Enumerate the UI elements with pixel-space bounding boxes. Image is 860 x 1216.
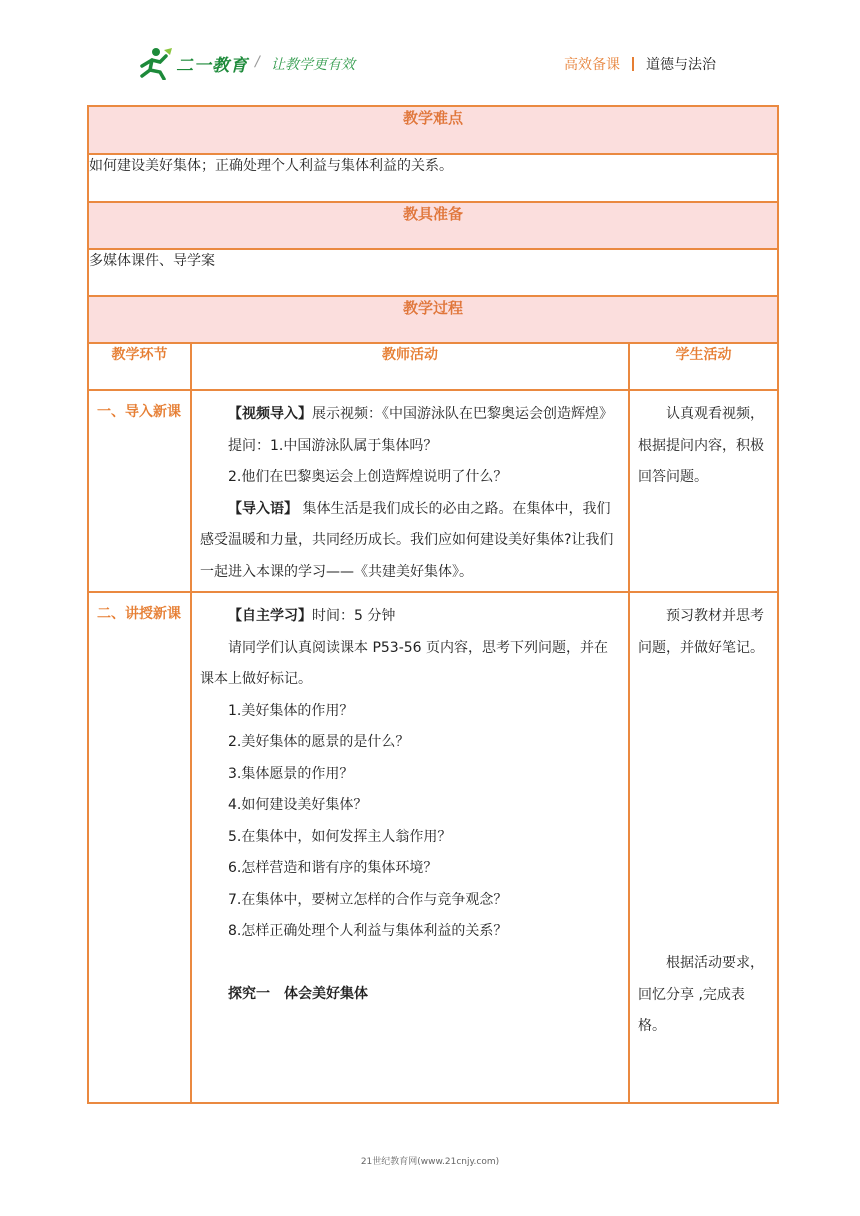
tools-title: 教具准备 <box>88 202 778 249</box>
lesson-plan-table <box>87 105 779 1104</box>
column-teacher: 教师活动 <box>191 343 629 390</box>
student-activity-text: 根据活动要求，回忆分享 ,完成表格。 <box>638 955 764 1034</box>
column-student: 学生活动 <box>629 343 778 390</box>
difficulty-header-row <box>88 106 778 154</box>
stage-intro: 一、导入新课 <box>88 390 191 592</box>
list-item: 3.集体愿景的作用？ <box>228 765 354 782</box>
student-intro-text: 认真观看视频，根据提问内容，积极回答问题。 <box>638 406 764 485</box>
self-study-line <box>200 601 622 633</box>
list-item: 5.在集体中，如何发挥主人翁作用？ <box>228 828 452 845</box>
column-header-row <box>88 343 778 390</box>
spacer <box>638 664 771 948</box>
process-title: 教学过程 <box>88 296 778 343</box>
stage-new-lesson: 二、讲授新课 <box>88 592 191 1103</box>
header-right <box>564 54 716 74</box>
student-activity-intro <box>629 390 778 592</box>
tools-content-row <box>88 249 778 296</box>
video-intro-label: 【视频导入】 <box>228 406 312 422</box>
list-item: 4.如何建设美好集体？ <box>228 797 368 813</box>
list-item: 8.怎样正确处理个人利益与集体利益的关系？ <box>228 923 508 939</box>
difficulty-content-row <box>88 154 778 202</box>
page-footer: 21世纪教育网(www.21cnjy.com) <box>360 1157 500 1167</box>
reading-instruction: 请同学们认真阅读课本 P53-56 页内容，思考下列问题，并在课本上做好标记。 <box>200 639 609 687</box>
intro-speech-label: 【导入语】 <box>228 500 298 517</box>
tools-header-row <box>88 202 778 249</box>
question-1: 提问：1.中国游泳队属于集体吗？ <box>228 437 438 454</box>
tools-text: 多媒体课件、导学案 <box>88 249 778 296</box>
header-slogan: 让教学更有效 <box>271 57 355 73</box>
header-tag: 高效备课 <box>564 57 620 73</box>
header-divider: / <box>255 54 260 70</box>
page-header <box>0 0 860 100</box>
teacher-activity-intro <box>191 390 629 592</box>
student-activity-new <box>629 592 778 1103</box>
list-item: 7.在集体中，要树立怎样的合作与竞争观念？ <box>228 891 508 908</box>
teacher-activity-new <box>191 592 629 1103</box>
self-study-time: 时间：5 分钟 <box>312 608 396 624</box>
spacer <box>200 948 622 979</box>
column-stage: 教学环节 <box>88 343 191 390</box>
list-item: 1.美好集体的作用？ <box>228 702 354 719</box>
video-intro-line <box>200 399 622 431</box>
list-item: 2.美好集体的愿景的是什么？ <box>228 734 410 750</box>
brand-logo <box>136 46 248 80</box>
table-row <box>88 592 778 1103</box>
explore-heading: 探究一 体会美好集体 <box>228 985 368 1002</box>
intro-speech <box>200 494 622 589</box>
header-separator <box>632 57 634 71</box>
student-preview-text: 预习教材并思考问题，并做好笔记。 <box>638 608 764 656</box>
process-header-row <box>88 296 778 343</box>
intro-speech-text: 集体生活是我们成长的必由之路。在集体中，我们感受温暖和力量，共同经历成长。我们应如何建设美好集体?让我们一起进入本课的学习——《共建美好集体》。 <box>200 500 614 580</box>
runner-logo-icon <box>136 46 174 80</box>
logo-text: 二一教育 <box>176 55 248 76</box>
table-row <box>88 390 778 592</box>
self-study-label: 【自主学习】 <box>228 608 312 624</box>
difficulty-title: 教学难点 <box>88 106 778 154</box>
list-item: 6.怎样营造和谐有序的集体环境？ <box>228 860 438 876</box>
question-2: 2.他们在巴黎奥运会上创造辉煌说明了什么？ <box>228 469 508 485</box>
header-subject: 道德与法治 <box>646 57 716 73</box>
difficulty-text: 如何建设美好集体；正确处理个人利益与集体利益的关系。 <box>88 154 778 202</box>
video-intro-text: 展示视频：《中国游泳队在巴黎奥运会创造辉煌》 <box>312 406 613 422</box>
